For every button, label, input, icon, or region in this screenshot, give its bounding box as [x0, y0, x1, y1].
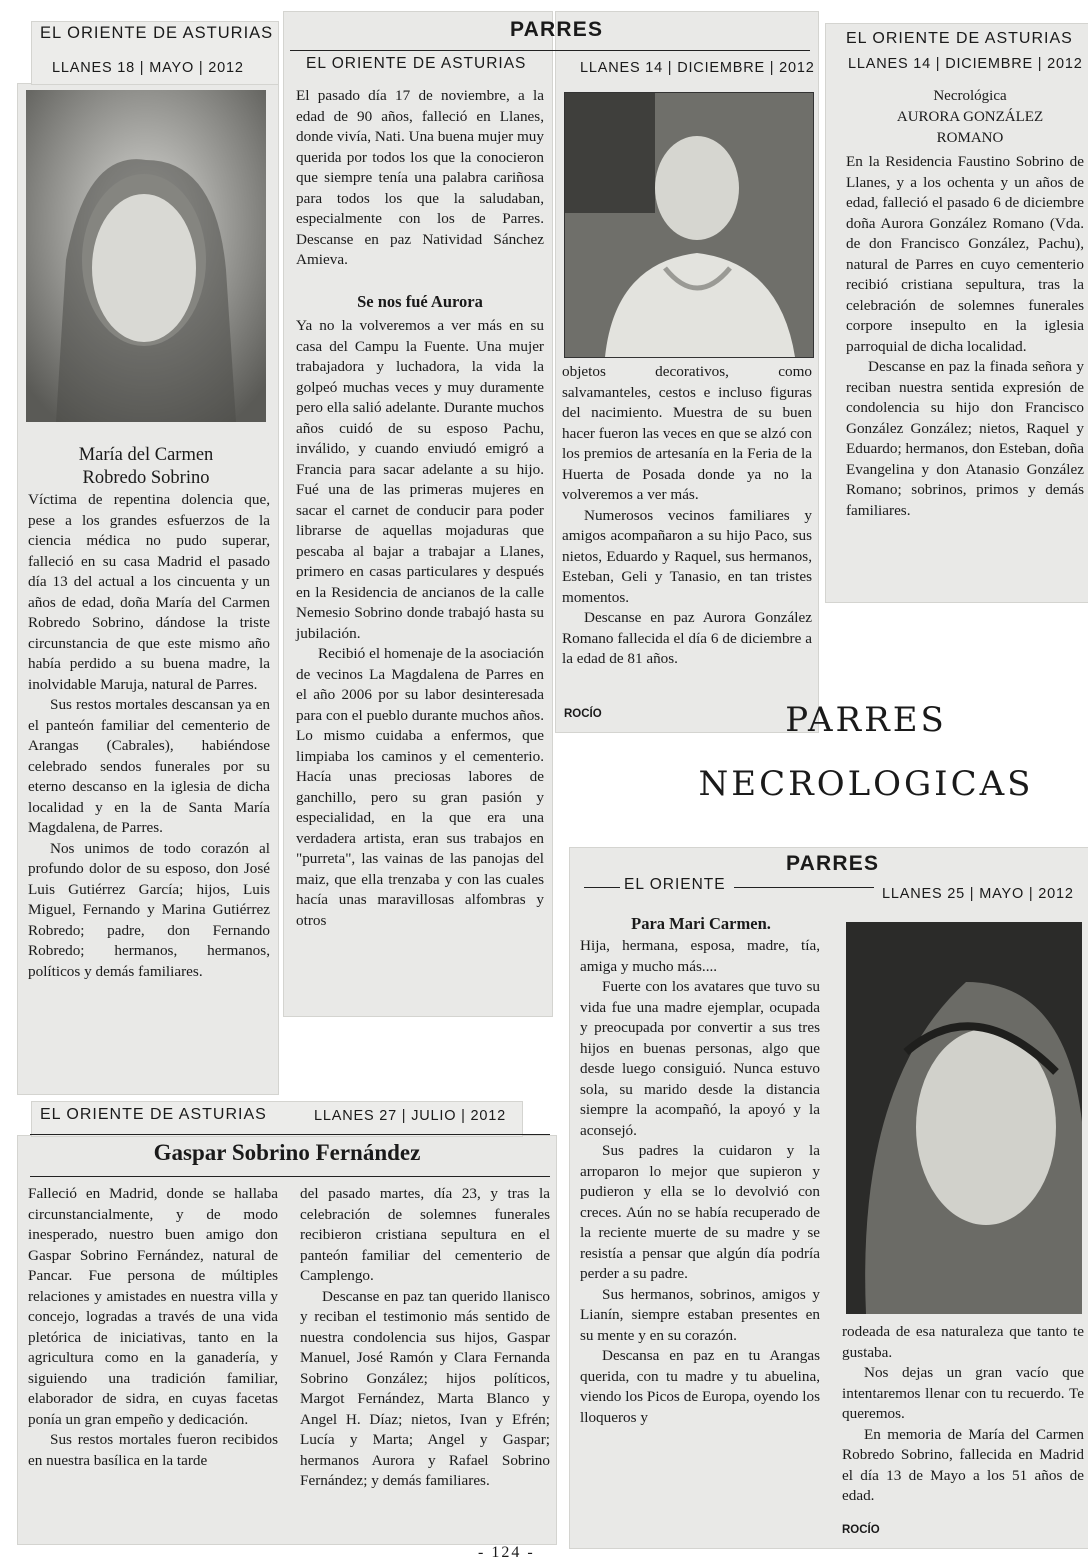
publication-name: EL ORIENTE DE ASTURIAS: [846, 30, 1073, 47]
paragraph: En la Residencia Faustino Sobrino de Llanes, y a los ochenta y un años de edad, falleció el pasado 6 de diciembre doña Aurora González Romano (Vda. de don Francisco González, Pachu), natural de Parres en cuyo cementerio recibió cristiana sepultura, tras la celebración de solemnes funerales corpore insepulto en la iglesia parroquial de dicha localidad.: [846, 153, 1084, 355]
title-line-1: María del Carmen: [78, 445, 214, 465]
paragraph: Descansa en paz en tu Arangas querida, con tu madre y tu abuelina, viendo los Picos de Europa, oyendo los lloqueros y: [580, 1347, 820, 1426]
paragraph: Descanse en paz tan querido llanisco y reciban el testimonio más sentido de nuestra condolencia sus hijos, Gaspar Manuel, José Ramón y Clara Fernanda Sobrino González; hijos políticos, Margot Fernández, Marta Blanco y Angel H. Díaz; nietos, Ivan y Efrén; Lucía y Marta; Angel y Gaspar; hermanos Aurora y Rafael Sobrino Fernández; y demás familiares.: [300, 1287, 550, 1489]
article-body: [846, 152, 1084, 521]
portrait-image: [26, 90, 266, 422]
paragraph: Nos unimos de todo corazón al profundo dolor de su esposo, don José Luis Gutiérrez García; hijos, Luis Miguel, Fernando y Marina Gutiérrez Robredo; padre, don Fernando Robredo; hermanos, hermanos, políticos y demás familiares.: [28, 839, 270, 980]
publication-date: LLANES 25 | MAYO | 2012: [882, 886, 1074, 902]
portrait-photo: [564, 92, 814, 358]
paragraph: Ya no la volveremos a ver más en su casa del Campu la Fuente. Una mujer trabajadora y luchadora, la vida la golpeó muchas veces y muy duramente pero ella salió adelante. Durante muchos años cuidó de su esposo Pachu, inválido, y cuando enviudó emigró a Francia para sacar adelante a su hijo. Fué una de las primeras mujeres en sacar el carnet de conducir para poder librarse de aquellas mojaduras que pescaba al bajar a trabajar a Llanes, primero en casas particulares y después en la Residencia de ancianos de la calle Nemesio Sobrino donde trabajó hasta su jubilación.: [296, 317, 544, 642]
section-rule: [734, 887, 874, 888]
title-line-2: Robredo Sobrino: [82, 468, 210, 488]
nati-text: [296, 86, 544, 271]
publication-date: LLANES 18 | MAYO | 2012: [52, 60, 244, 76]
paragraph: Víctima de repentina dolencia que, pese a los grandes esfuerzos de la ciencia médica no pudo superar, falleció en su casa Madrid el pasado día 13 del actual a los cincuenta y un años de edad, doña María del Carmen Robredo Sobrino, dándose la triste circunstancia de que este mismo año había perdido a su buena madre, la inolvidable Maruja, natural de Parres.: [28, 491, 270, 693]
kicker: Necrológica: [933, 88, 1007, 104]
portrait-photo: [846, 922, 1082, 1314]
section-title: PARRES: [510, 18, 604, 41]
article-col-2: [842, 1322, 1084, 1507]
obituary-body: [28, 490, 270, 982]
portrait-image: [565, 93, 813, 357]
paragraph: Descanse en paz la finada señora y reciban nuestra sentida expresión de condolencia su hijo don Francisco González González; nietos, Raquel y Eduardo; hermanos, don Esteban, doña Evangelina y don Atanasio González Romano; sobrinos, primos y demás familiares.: [846, 358, 1084, 519]
paragraph: Recibió el homenaje de la asociación de vecinos La Magdalena de Parres en el año 2006 por su labor desinteresada para con el pueblo durante muchos años. Lo mismo cuidaba a enfermos, que limpiaba los caminos y el cementerio. Hacía unas preciosas labores de ganchillo, pero su gran pasión y especialidad, en la que era una verdadera artista, eran sus trabajos en "purreta", las vainas de las panojas del maiz, que ella trenzaba y con las cuales hacía unas maravillosas alfombras y otros: [296, 645, 544, 929]
article-col-2: [562, 362, 812, 670]
paragraph: Sus restos mortales fueron recibidos en nuestra basílica en la tarde: [28, 1431, 278, 1469]
paragraph: Hija, hermana, esposa, madre, tía, amiga y mucho más....: [580, 937, 820, 975]
paragraph: Fuerte con los avatares que tuvo su vida fue una madre ejemplar, ocupada y preocupada por convertir a sus tres hijos en buenas personas, algo que desde luego consiguió. Nunca estuvo sola, su marido desde la distancia siempre la acompañó, la apoyó y la aconsejó.: [580, 978, 820, 1139]
paragraph: Sus padres la cuidaron y la arroparon lo mejor que supieron y pudieron y ella se lo devolvió con creces. Aún no se había recuperado de la reciente muerte de su madre y se resistía a pensar que algún día podría perder a su padre.: [580, 1142, 820, 1282]
section-rule: [290, 50, 810, 51]
author-signature: ROCÍO: [564, 708, 602, 720]
title-line-1: AURORA GONZÁLEZ: [896, 109, 1044, 125]
portrait-image: [846, 922, 1082, 1314]
publication-name: EL ORIENTE DE ASTURIAS: [40, 1106, 267, 1123]
paragraph: Numerosos vecinos familiares y amigos acompañaron a su hijo Paco, sus nietos, Eduardo y Raquel, sus hermanos, Esteban, Geli y Tanasio, en tan tristes momentos.: [562, 506, 812, 606]
paragraph: En memoria de María del Carmen Robredo Sobrino, fallecida en Madrid el día 13 de Mayo a los 51 años de edad.: [842, 1425, 1084, 1504]
publication-date: LLANES 14 | DICIEMBRE | 2012: [580, 60, 815, 76]
publication-name: EL ORIENTE DE ASTURIAS: [40, 24, 274, 42]
publication-name: EL ORIENTE DE ASTURIAS: [306, 55, 527, 72]
article-col-1: [28, 1184, 278, 1471]
publication-date: LLANES 14 | DICIEMBRE | 2012: [848, 56, 1083, 72]
publication-date: LLANES 27 | JULIO | 2012: [314, 1108, 506, 1124]
banner: [656, 660, 1056, 820]
paragraph: Sus hermanos, sobrinos, amigos y Lianín, siempre estaban presentes en su mente y en su corazón.: [580, 1285, 820, 1344]
paragraph: rodeada de esa naturaleza que tanto te gustaba.: [842, 1323, 1084, 1361]
paragraph: Nos dejas un gran vacío que intentaremos llenar con tu recuerdo. Te queremos.: [842, 1364, 1084, 1422]
paragraph: El pasado día 17 de noviembre, a la edad de 90 años, falleció en Llanes, donde vivía, Nati. Una buena mujer muy querida por todos los que la conocieron que siempre tenía una palabra cariñosa para todos los que la saludaban, especialmente con los de Parres. Descanse en paz Natividad Sánchez Amieva.: [296, 87, 544, 268]
author-signature: ROCÍO: [842, 1524, 880, 1536]
section-rule: [30, 1176, 550, 1177]
article-title: Se nos fué Aurora: [357, 292, 483, 311]
section-rule: [584, 887, 620, 888]
paragraph: Falleció en Madrid, donde se hallaba circunstancialmente, y de modo inesperado, nuestro buen amigo don Gaspar Sobrino Fernández, natural de Pancar. Fue persona de múltiples relaciones y amistades en nuestra villa y concejo, logradas a través de una vida pletórica de iniciativas, tanto en la agricultura como en la ganadería, y siguiendo una tradición familiar, elaborador de sidra, en cuyas facetas ponía un gran empeño y dedicación.: [28, 1185, 278, 1428]
publication-name: EL ORIENTE: [624, 876, 726, 893]
article-title: Para Mari Carmen.: [631, 914, 771, 933]
article-heading: [840, 86, 1088, 149]
article-col-1: [296, 316, 544, 931]
section-rule: [30, 1134, 550, 1135]
paragraph: Sus restos mortales descansan ya en el panteón familiar del cementerio de Arangas (Cabrales), habiéndose celebrado sendos funerales por su eterno descanso en la iglesia de dicha localidad y en la de Santa María Magdalena, de Parres.: [28, 696, 270, 836]
section-title: PARRES: [786, 852, 880, 875]
portrait-photo: [26, 90, 266, 422]
page-number: - 124 -: [478, 1544, 535, 1561]
article-col-2: [300, 1184, 550, 1492]
obituary-title: [26, 444, 266, 490]
article-col-1: [580, 936, 820, 1428]
banner-line-1: PARRES: [785, 700, 947, 740]
paragraph: Descanse en paz Aurora González Romano fallecida el día 6 de diciembre a la edad de 81 años.: [562, 609, 812, 667]
title-line-2: ROMANO: [936, 130, 1004, 146]
paragraph: objetos decorativos, como salvamanteles, cestos e incluso figuras del nacimiento. Muestra de su buen hacer fueron las veces en que se alzó con los premios de artesanía en la Feria de la Huerta de Posada donde ya no la volveremos a ver más.: [562, 363, 812, 503]
paragraph: del pasado martes, día 23, y tras la celebración de solemnes funerales recibieron cristiana sepultura en el panteón familiar del cementerio de Camplengo.: [300, 1185, 550, 1284]
banner-line-2: NECROLOGICAS: [698, 764, 1034, 804]
article-title: Gaspar Sobrino Fernández: [153, 1140, 421, 1165]
